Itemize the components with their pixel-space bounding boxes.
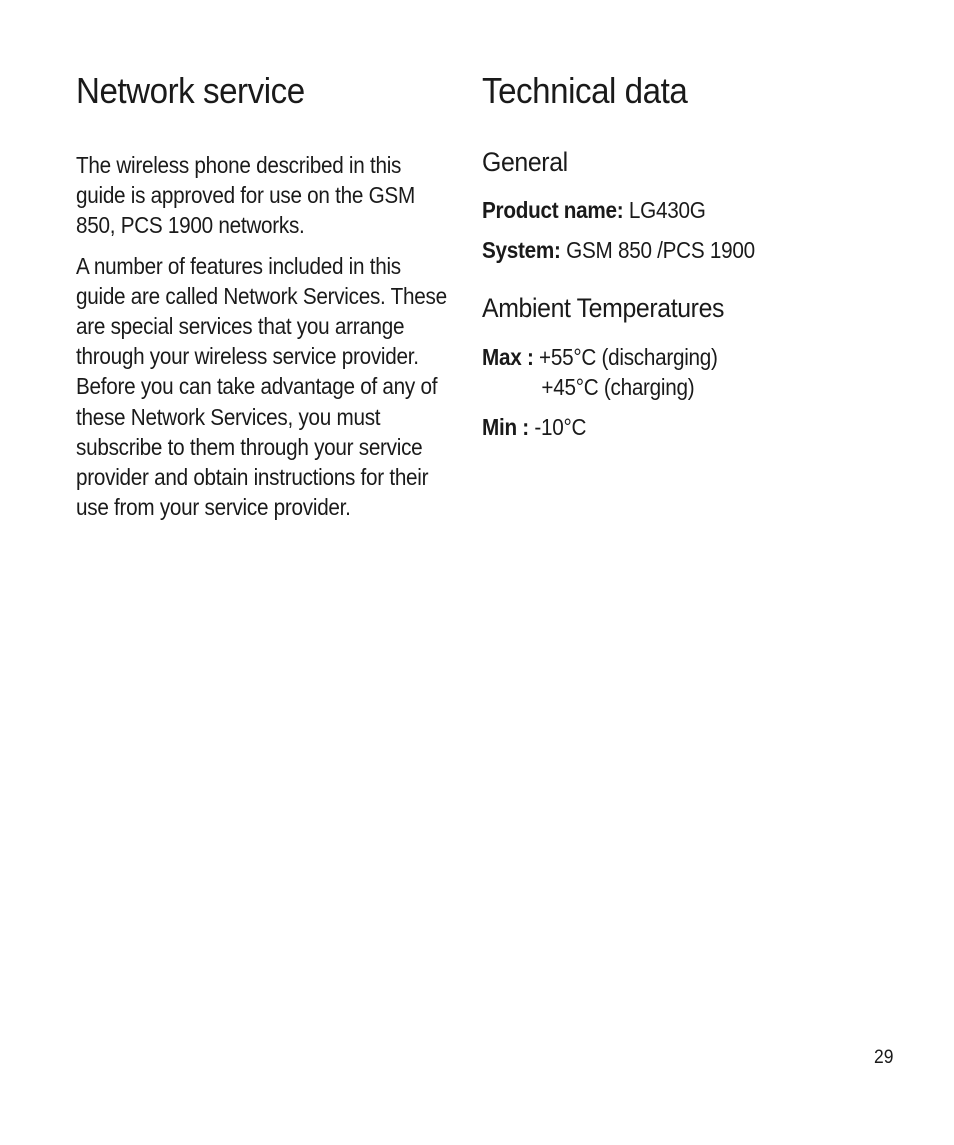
min-temperature-row [482, 412, 860, 442]
product-name-value: LG430G [628, 197, 706, 223]
product-name-row [482, 195, 860, 225]
min-value: -10°C [534, 414, 587, 440]
technical-data-title: Technical data [482, 70, 688, 111]
product-name-label: Product name: [482, 197, 624, 223]
max-charging-value: +45°C (charging) [541, 374, 695, 400]
system-row [482, 235, 860, 265]
max-label: Max : [482, 344, 534, 370]
network-service-paragraph-2: A number of features included in this guide are called Network Services. These are special services that you arrange through your wireless service provider. Before you can take advantage of any of these Network Services, you must subscribe to them through your service provider and obtain instructions for their use from your service provider. [76, 252, 447, 521]
page-number: 29 [874, 1047, 894, 1068]
ambient-temperatures-heading: Ambient Temperatures [482, 293, 725, 323]
system-label: System: [482, 237, 561, 263]
max-discharging-value: +55°C (discharging) [539, 344, 718, 370]
network-service-section [76, 68, 456, 522]
network-service-title: Network service [76, 70, 305, 111]
max-charging-row [482, 372, 860, 402]
general-heading: General [482, 147, 568, 177]
max-temperature-row [482, 342, 860, 372]
min-label: Min : [482, 414, 529, 440]
network-service-paragraph-1: The wireless phone described in this guide is approved for use on the GSM 850, PCS 1900 networks. [76, 152, 415, 239]
technical-data-section [482, 68, 902, 442]
system-value: GSM 850 /PCS 1900 [566, 237, 755, 263]
